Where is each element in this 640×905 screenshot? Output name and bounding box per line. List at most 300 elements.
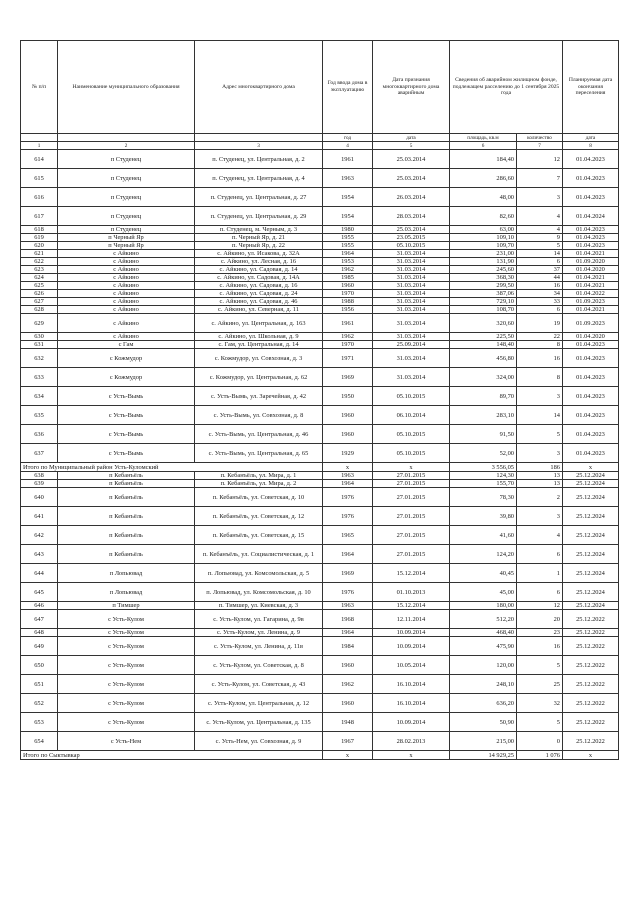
column-number: 3 [195, 142, 323, 150]
table-row [21, 694, 619, 713]
area-sqm: 52,00 [450, 444, 517, 463]
row-number: 646 [21, 602, 58, 610]
table-row [21, 298, 619, 306]
emergency-date: 31.03.2014 [373, 250, 450, 258]
row-number: 615 [21, 169, 58, 188]
year-built: 1948 [323, 713, 373, 732]
emergency-date: 31.03.2014 [373, 333, 450, 341]
municipality-name: п Кебанъёль [58, 488, 195, 507]
table-row [21, 290, 619, 298]
resident-count: 4 [517, 207, 563, 226]
subheader-row [21, 134, 619, 142]
address: п. Лопьювад, ул. Комсомольская, д. 10 [195, 583, 323, 602]
area-sqm: 78,30 [450, 488, 517, 507]
table-row [21, 656, 619, 675]
table-row [21, 444, 619, 463]
municipality-name: с Айкино [58, 333, 195, 341]
resident-count: 14 [517, 250, 563, 258]
table-row [21, 713, 619, 732]
row-number: 634 [21, 387, 58, 406]
row-number: 626 [21, 290, 58, 298]
address: п. Кебанъёль, ул. Социалистическая, д. 1 [195, 545, 323, 564]
resident-count: 5 [517, 713, 563, 732]
year-built: 1963 [323, 169, 373, 188]
resident-count: 6 [517, 583, 563, 602]
year-built: 1963 [323, 472, 373, 480]
address: с. Айкино, ул. Садовая, д. 14 [195, 266, 323, 274]
year-built: 1962 [323, 333, 373, 341]
resident-count: 6 [517, 306, 563, 314]
address: с. Усть-Вымь, ул. Совхозная, д. 8 [195, 406, 323, 425]
address: с. Усть-Кулом, ул. Советская, д. 43 [195, 675, 323, 694]
address: с. Айкино, ул. Центральная, д. 163 [195, 314, 323, 333]
row-number: 627 [21, 298, 58, 306]
resident-count: 16 [517, 349, 563, 368]
address: с. Кожмудор, ул. Центральная, д. 62 [195, 368, 323, 387]
municipality-name: п Лопьювад [58, 583, 195, 602]
emergency-date: 05.10.2015 [373, 387, 450, 406]
table-row [21, 629, 619, 637]
total-area: 14 929,25 [450, 751, 517, 760]
row-number: 648 [21, 629, 58, 637]
address: с. Усть-Вымь, ул. Центральная, д. 46 [195, 425, 323, 444]
emergency-date: 26.03.2014 [373, 188, 450, 207]
emergency-date: 31.03.2014 [373, 298, 450, 306]
area-sqm: 124,30 [450, 472, 517, 480]
address: с. Айкино, ул. Северная, д. 11 [195, 306, 323, 314]
row-number: 614 [21, 150, 58, 169]
resettlement-end-date: 01.04.2021 [563, 250, 619, 258]
resettlement-end-date: 25.12.2022 [563, 732, 619, 751]
year-built: 1960 [323, 694, 373, 713]
row-number: 624 [21, 274, 58, 282]
table-row [21, 526, 619, 545]
row-number: 633 [21, 368, 58, 387]
year-built: 1950 [323, 387, 373, 406]
table-row [21, 333, 619, 341]
table-row [21, 564, 619, 583]
table-row [21, 480, 619, 488]
resident-count: 3 [517, 444, 563, 463]
area-sqm: 109,70 [450, 242, 517, 250]
resettlement-end-date: 25.12.2024 [563, 564, 619, 583]
table-row [21, 545, 619, 564]
emergency-date: 31.03.2014 [373, 306, 450, 314]
address: п. Тимшер, ул. Киевская, д. 3 [195, 602, 323, 610]
municipality-name: п Студенец [58, 169, 195, 188]
year-built: 1976 [323, 488, 373, 507]
table-row [21, 250, 619, 258]
municipality-name: п Тимшер [58, 602, 195, 610]
row-number: 643 [21, 545, 58, 564]
resettlement-end-date: 25.12.2024 [563, 526, 619, 545]
municipality-name: п Студенец [58, 207, 195, 226]
table-row [21, 472, 619, 480]
table-row [21, 507, 619, 526]
year-built: 1971 [323, 349, 373, 368]
resident-count: 25 [517, 675, 563, 694]
resident-count: 5 [517, 656, 563, 675]
row-number: 645 [21, 583, 58, 602]
row-number: 636 [21, 425, 58, 444]
resident-count: 5 [517, 425, 563, 444]
table-row [21, 242, 619, 250]
year-built: 1953 [323, 258, 373, 266]
municipality-name: с Усть-Вымь [58, 406, 195, 425]
total-year: x [323, 463, 373, 472]
emergency-date: 25.03.2014 [373, 169, 450, 188]
address: п. Черный Яр, д. 22 [195, 242, 323, 250]
area-sqm: 39,80 [450, 507, 517, 526]
subheader-end-date: дата [563, 134, 619, 142]
row-number: 651 [21, 675, 58, 694]
year-built: 1955 [323, 242, 373, 250]
emergency-date: 16.10.2014 [373, 675, 450, 694]
municipality-name: с Усть-Вымь [58, 444, 195, 463]
year-built: 1929 [323, 444, 373, 463]
area-sqm: 387,06 [450, 290, 517, 298]
row-number: 647 [21, 610, 58, 629]
year-built: 1980 [323, 226, 373, 234]
year-built: 1963 [323, 602, 373, 610]
address: с. Усть-Вымь, ул. Заречейная, д. 42 [195, 387, 323, 406]
resettlement-end-date: 01.04.2020 [563, 333, 619, 341]
address: с. Усть-Кулом, ул. Ленина, д. 9 [195, 629, 323, 637]
column-number: 6 [450, 142, 517, 150]
column-number: 7 [517, 142, 563, 150]
total-end-date: x [563, 751, 619, 760]
municipality-name: с Айкино [58, 290, 195, 298]
municipality-name: с Усть-Кулом [58, 656, 195, 675]
table-row [21, 368, 619, 387]
municipality-name: п Кебанъёль [58, 480, 195, 488]
year-built: 1984 [323, 637, 373, 656]
resettlement-end-date: 01.04.2022 [563, 290, 619, 298]
resident-count: 12 [517, 150, 563, 169]
municipality-name: п Кебанъёль [58, 526, 195, 545]
resettlement-end-date: 01.09.2023 [563, 298, 619, 306]
year-built: 1960 [323, 425, 373, 444]
area-sqm: 283,10 [450, 406, 517, 425]
resident-count: 13 [517, 472, 563, 480]
total-date: x [373, 463, 450, 472]
municipality-name: с Гам [58, 341, 195, 349]
address: п. Студенец, ул. Центральная, д. 4 [195, 169, 323, 188]
municipality-name: с Усть-Кулом [58, 694, 195, 713]
resident-count: 6 [517, 258, 563, 266]
address: с. Айкино, ул. Школьная, д. 9 [195, 333, 323, 341]
total-date: x [373, 751, 450, 760]
column-number-row [21, 142, 619, 150]
table-row [21, 258, 619, 266]
area-sqm: 475,90 [450, 637, 517, 656]
row-number: 635 [21, 406, 58, 425]
emergency-date: 25.09.2014 [373, 341, 450, 349]
municipality-name: с Айкино [58, 298, 195, 306]
total-end-date: x [563, 463, 619, 472]
resettlement-end-date: 01.09.2020 [563, 258, 619, 266]
total-count: 1 076 [517, 751, 563, 760]
header-address: Адрес многоквартирного дома [195, 41, 323, 134]
area-sqm: 91,50 [450, 425, 517, 444]
area-sqm: 155,70 [450, 480, 517, 488]
municipality-name: с Усть-Кулом [58, 629, 195, 637]
municipality-name: с Кожмудор [58, 349, 195, 368]
table-row [21, 188, 619, 207]
resettlement-end-date: 25.12.2022 [563, 675, 619, 694]
resettlement-end-date: 01.04.2023 [563, 406, 619, 425]
address: п. Лопьювад, ул. Комсомольская, д. 5 [195, 564, 323, 583]
resettlement-end-date: 25.12.2024 [563, 507, 619, 526]
resident-count: 4 [517, 226, 563, 234]
resettlement-end-date: 25.12.2024 [563, 583, 619, 602]
year-built: 1969 [323, 564, 373, 583]
year-built: 1964 [323, 629, 373, 637]
resident-count: 0 [517, 732, 563, 751]
resident-count: 33 [517, 298, 563, 306]
table-row [21, 306, 619, 314]
municipality-name: с Усть-Вымь [58, 425, 195, 444]
table-row [21, 314, 619, 333]
resident-count: 6 [517, 545, 563, 564]
table-row [21, 282, 619, 290]
emergency-date: 31.03.2014 [373, 368, 450, 387]
municipality-name: с Айкино [58, 258, 195, 266]
resident-count: 22 [517, 333, 563, 341]
row-number: 649 [21, 637, 58, 656]
resettlement-end-date: 25.12.2022 [563, 656, 619, 675]
year-built: 1956 [323, 306, 373, 314]
address: с. Усть-Кулом, ул. Ленина, д. 11в [195, 637, 323, 656]
year-built: 1960 [323, 656, 373, 675]
year-built: 1955 [323, 234, 373, 242]
year-built: 1976 [323, 507, 373, 526]
resettlement-end-date: 25.12.2024 [563, 488, 619, 507]
area-sqm: 82,60 [450, 207, 517, 226]
column-number: 8 [563, 142, 619, 150]
area-sqm: 729,10 [450, 298, 517, 306]
year-built: 1968 [323, 610, 373, 629]
emergency-date: 31.03.2014 [373, 290, 450, 298]
row-number: 650 [21, 656, 58, 675]
area-sqm: 180,00 [450, 602, 517, 610]
municipality-name: с Айкино [58, 266, 195, 274]
resettlement-end-date: 01.04.2023 [563, 444, 619, 463]
address: с. Усть-Кулом, ул. Гагарина, д. 9в [195, 610, 323, 629]
resident-count: 23 [517, 629, 563, 637]
emergency-date: 31.03.2014 [373, 258, 450, 266]
area-sqm: 41,60 [450, 526, 517, 545]
emergency-date: 05.10.2015 [373, 444, 450, 463]
area-sqm: 636,20 [450, 694, 517, 713]
area-sqm: 245,60 [450, 266, 517, 274]
area-sqm: 225,50 [450, 333, 517, 341]
header-municipality: Наименование муниципального образования [58, 41, 195, 134]
area-sqm: 324,00 [450, 368, 517, 387]
area-sqm: 148,40 [450, 341, 517, 349]
row-number: 630 [21, 333, 58, 341]
address: с. Усть-Нем, ул. Совхозная, д. 9 [195, 732, 323, 751]
row-number: 637 [21, 444, 58, 463]
column-number: 1 [21, 142, 58, 150]
emergency-date: 27.01.2015 [373, 488, 450, 507]
emergency-date: 05.10.2015 [373, 242, 450, 250]
emergency-date: 31.03.2014 [373, 282, 450, 290]
resident-count: 2 [517, 488, 563, 507]
municipality-name: с Усть-Кулом [58, 637, 195, 656]
row-number: 631 [21, 341, 58, 349]
area-sqm: 320,60 [450, 314, 517, 333]
area-sqm: 299,50 [450, 282, 517, 290]
resettlement-end-date: 01.04.2023 [563, 188, 619, 207]
address: п. Студенец, ул. Центральная, д. 29 [195, 207, 323, 226]
header-end-date: Планируемая дата окончания переселения [563, 41, 619, 134]
subheader-area: площадь, кв.м [450, 134, 517, 142]
municipality-name: с Айкино [58, 274, 195, 282]
emergency-date: 27.01.2015 [373, 480, 450, 488]
resettlement-end-date: 25.12.2024 [563, 602, 619, 610]
resettlement-end-date: 25.12.2024 [563, 480, 619, 488]
resident-count: 16 [517, 637, 563, 656]
subheader-date: дата [373, 134, 450, 142]
address: п. Кебанъёль, ул. Мира, д. 1 [195, 472, 323, 480]
area-sqm: 89,70 [450, 387, 517, 406]
year-built: 1965 [323, 526, 373, 545]
emergency-date: 27.01.2015 [373, 526, 450, 545]
resident-count: 37 [517, 266, 563, 274]
area-sqm: 40,45 [450, 564, 517, 583]
total-year: x [323, 751, 373, 760]
resident-count: 1 [517, 564, 563, 583]
subheader-year: год [323, 134, 373, 142]
municipality-name: с Айкино [58, 282, 195, 290]
emergency-date: 31.03.2014 [373, 314, 450, 333]
row-number: 642 [21, 526, 58, 545]
emergency-date: 15.12.2014 [373, 602, 450, 610]
resident-count: 4 [517, 526, 563, 545]
table-row [21, 602, 619, 610]
resettlement-end-date: 01.04.2021 [563, 274, 619, 282]
municipality-name: с Усть-Кулом [58, 713, 195, 732]
year-built: 1988 [323, 298, 373, 306]
resettlement-end-date: 01.04.2023 [563, 150, 619, 169]
area-sqm: 48,00 [450, 188, 517, 207]
resident-count: 13 [517, 480, 563, 488]
resident-count: 44 [517, 274, 563, 282]
resident-count: 12 [517, 602, 563, 610]
resettlement-end-date: 25.12.2022 [563, 694, 619, 713]
total-row [21, 751, 619, 760]
table-row [21, 583, 619, 602]
area-sqm: 456,80 [450, 349, 517, 368]
resident-count: 19 [517, 314, 563, 333]
address: с. Айкино, ул. Садовая, д. 14А [195, 274, 323, 282]
resident-count: 8 [517, 368, 563, 387]
area-sqm: 108,70 [450, 306, 517, 314]
resident-count: 8 [517, 341, 563, 349]
table-row [21, 274, 619, 282]
row-number: 618 [21, 226, 58, 234]
resettlement-end-date: 25.12.2022 [563, 629, 619, 637]
year-built: 1962 [323, 675, 373, 694]
year-built: 1964 [323, 480, 373, 488]
header-row [21, 41, 619, 134]
row-number: 620 [21, 242, 58, 250]
table-row [21, 234, 619, 242]
resident-count: 3 [517, 387, 563, 406]
row-number: 640 [21, 488, 58, 507]
address: с. Айкино, ул. Лесная, д. 16 [195, 258, 323, 266]
row-number: 622 [21, 258, 58, 266]
resettlement-end-date: 25.12.2024 [563, 472, 619, 480]
emergency-date: 15.12.2014 [373, 564, 450, 583]
municipality-name: п Кебанъёль [58, 472, 195, 480]
table-row [21, 266, 619, 274]
table-row [21, 349, 619, 368]
municipality-name: с Усть-Кулом [58, 610, 195, 629]
row-number: 641 [21, 507, 58, 526]
resident-count: 34 [517, 290, 563, 298]
subheader-count: количество [517, 134, 563, 142]
area-sqm: 50,90 [450, 713, 517, 732]
table-row [21, 675, 619, 694]
year-built: 1954 [323, 188, 373, 207]
row-number: 629 [21, 314, 58, 333]
resettlement-end-date: 01.09.2023 [563, 314, 619, 333]
row-number: 644 [21, 564, 58, 583]
area-sqm: 215,00 [450, 732, 517, 751]
emergency-date: 05.10.2015 [373, 425, 450, 444]
total-label: Итого по Сыктывкар [21, 751, 323, 760]
year-built: 1970 [323, 341, 373, 349]
emergency-date: 25.03.2014 [373, 150, 450, 169]
resettlement-end-date: 25.12.2022 [563, 610, 619, 629]
resident-count: 7 [517, 169, 563, 188]
address: с. Айкино, ул. Садовая, д. 24 [195, 290, 323, 298]
row-number: 619 [21, 234, 58, 242]
address: с. Кожмудор, ул. Совхозная, д. 3 [195, 349, 323, 368]
emergency-date: 12.11.2014 [373, 610, 450, 629]
year-built: 1969 [323, 368, 373, 387]
year-built: 1962 [323, 266, 373, 274]
resettlement-end-date: 01.04.2023 [563, 341, 619, 349]
resettlement-end-date: 01.04.2023 [563, 387, 619, 406]
address: с. Усть-Вымь, ул. Центральная, д. 65 [195, 444, 323, 463]
resettlement-end-date: 01.04.2023 [563, 368, 619, 387]
emergency-date: 01.10.2013 [373, 583, 450, 602]
table-row [21, 226, 619, 234]
municipality-name: с Усть-Нем [58, 732, 195, 751]
address: п. Студенец, ул. Центральная, д. 27 [195, 188, 323, 207]
municipality-name: п Студенец [58, 188, 195, 207]
address: п. Черный Яр, д. 21 [195, 234, 323, 242]
emergency-date: 10.05.2014 [373, 656, 450, 675]
year-built: 1964 [323, 545, 373, 564]
row-number: 616 [21, 188, 58, 207]
address: с. Усть-Кулом, ул. Центральная, д. 135 [195, 713, 323, 732]
municipality-name: с Айкино [58, 314, 195, 333]
resident-count: 32 [517, 694, 563, 713]
resident-count: 16 [517, 282, 563, 290]
resident-count: 20 [517, 610, 563, 629]
address: п. Кебанъёль, ул. Советская, д. 15 [195, 526, 323, 545]
emergency-date: 16.10.2014 [373, 694, 450, 713]
year-built: 1961 [323, 150, 373, 169]
resident-count: 3 [517, 507, 563, 526]
resettlement-end-date: 01.04.2023 [563, 242, 619, 250]
area-sqm: 231,00 [450, 250, 517, 258]
address: п. Студенец, м. Черным, д. 3 [195, 226, 323, 234]
